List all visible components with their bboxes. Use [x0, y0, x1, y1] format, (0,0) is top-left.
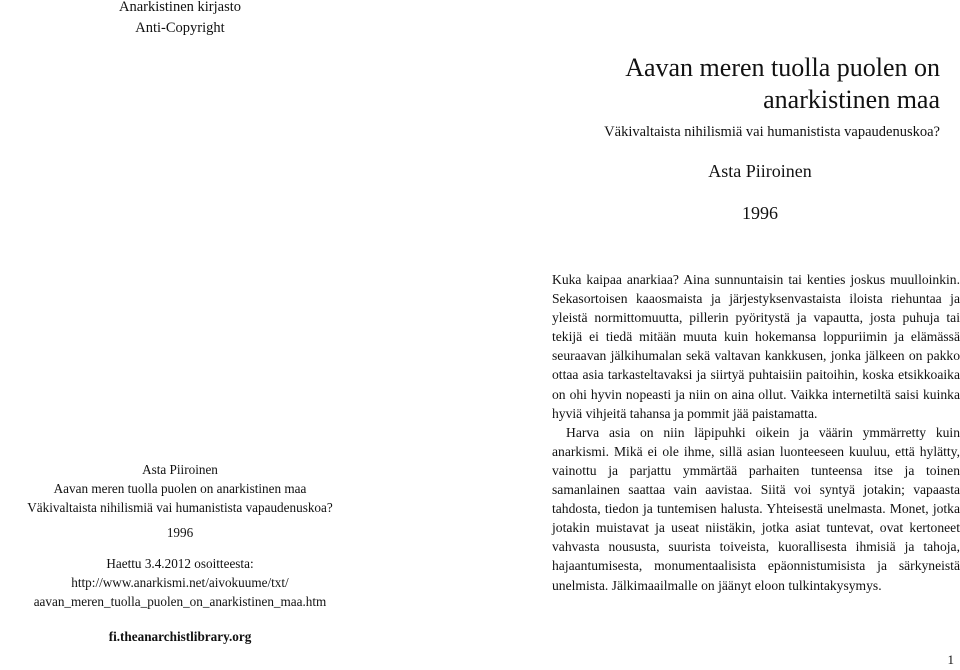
author-name: Asta Piiroinen	[708, 161, 812, 181]
imprint-subtitle: Väkivaltaista nihilismiä vai humanistista vapaudenuskoa?	[27, 500, 333, 515]
title-line-1: Aavan meren tuolla puolen on	[625, 53, 940, 82]
imprint-author: Asta Piiroinen	[142, 462, 218, 477]
library-name: Anarkistinen kirjasto	[118, 0, 242, 15]
paragraph-1: Kuka kaipaa anarkiaa? Aina sunnuntaisin tai kenties joskus muulloinkin. Sekasortoisen kaaosmaista ja järjestyksenvastaista iloista riehuntaa ja yleistä normittomuutta, pillerin pyöritystä ja vapautta, josta puhuja tai tekijä ei tiedä mitään muuta kuin hokemansa loppuriimin ja elämässä seuraavan jälkihumalan sekä valtavan kankkusen, jonka jälkeen on pakko ottaa asia tarkasteltavaksi ja siirtyä puhtaisiin paitoihin, koska etsikkoaika on ohi hyvin nopeasti ja niin on aina ollut. Vaikka internetiltä saisi kuinka hyviä vihjeitä tahansa ja pommit jää paistamatta.	[552, 272, 960, 421]
body-text	[552, 270, 960, 595]
title-line-2: anarkistinen maa	[763, 85, 940, 114]
page-subtitle: Väkivaltaista nihilismiä vai humanistista vapaudenuskoa?	[604, 124, 940, 140]
paragraph-2: Harva asia on niin läpipuhki oikein ja väärin ymmärretty kuin anarkismi. Mikä ei ole ihme, sillä asian luonteeseen kuuluu, että hylätty, vainottu ja parjattu ymmärtää parhaiten tunteensa itse ja toinen samanlainen saattaa vain aavistaa. Siitä voi syntyä jotakin; vapaasta tahdosta, tiedon ja tuntemisen halusta. Yhteisestä unelmasta. Monet, jotka jotakin muistavat ja useat niistäkin, jotka asiat tuntevat, ovat kertoneet vahvasta noususta, suurista toiveista, kuorallisesta ihmisiä ja tahoja, hajaantumisesta, monumentaalisista epäonnistumisista ja särkyneistä unelmista. Jälkimaailmalle on jäänyt eloon tulkintakysymys.	[552, 424, 960, 593]
page-title	[540, 52, 940, 116]
page-number: 1	[947, 652, 954, 667]
anti-copyright-notice: Anti-Copyright	[135, 20, 225, 36]
imprint-block	[0, 460, 360, 646]
imprint-source-url-cont[interactable]: aavan_meren_tuolla_puolen_on_anarkistinen_maa.htm	[33, 594, 327, 609]
publication-year: 1996	[742, 203, 778, 223]
imprint-title: Aavan meren tuolla puolen on anarkistinen maa	[53, 481, 307, 496]
imprint-retrieved: Haettu 3.4.2012 osoitteesta:	[106, 556, 254, 571]
imprint-source-url[interactable]: http://www.anarkismi.net/aivokuume/txt/	[71, 575, 289, 590]
library-site[interactable]: fi.theanarchistlibrary.org	[108, 629, 252, 644]
imprint-year: 1996	[166, 525, 194, 540]
